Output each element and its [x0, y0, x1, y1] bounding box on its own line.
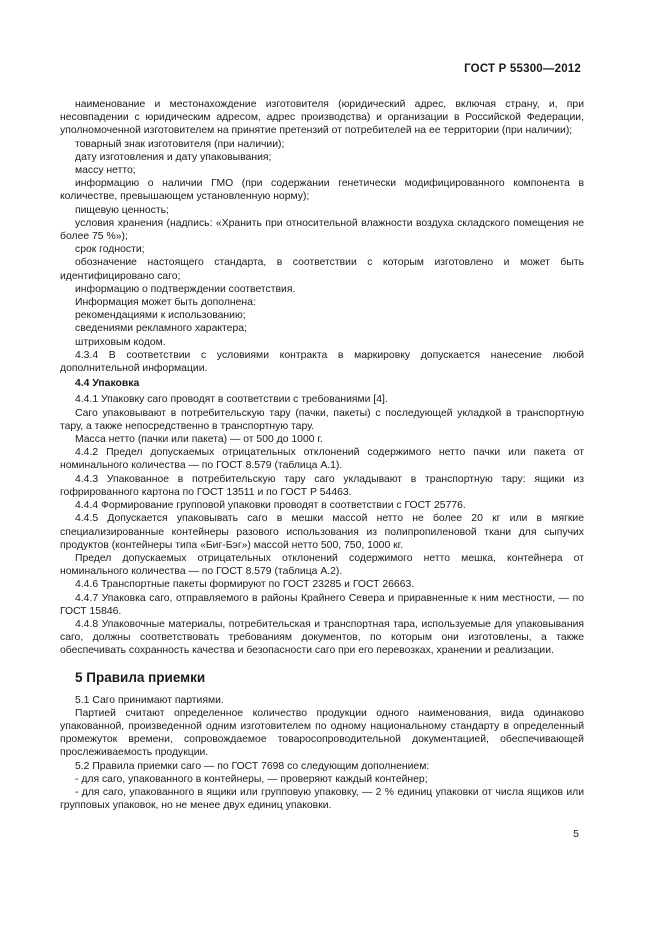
paragraph: Масса нетто (пачки или пакета) — от 500 до 1000 г.: [75, 434, 323, 446]
paragraph: 4.4.1 Упаковку саго проводят в соответствии с требованиями [4].: [75, 394, 388, 406]
paragraph: Информация может быть дополнена:: [75, 297, 256, 309]
subsection-heading: 4.4 Упаковка: [75, 378, 140, 390]
paragraph: обозначение настоящего стандарта, в соответствии с которым изготовлено и может быть идентифицировано саго;: [60, 257, 584, 282]
paragraph: массу нетто;: [75, 165, 136, 177]
paragraph: информацию о наличии ГМО (при содержании генетически модифицированного компонента в количестве, превышающем установленную норму);: [60, 178, 584, 203]
standard-designation: ГОСТ Р 55300—2012: [464, 63, 581, 75]
page-number: 5: [573, 828, 579, 840]
paragraph: - для саго, упакованного в контейнеры, — проверяют каждый контейнер;: [75, 773, 428, 785]
paragraph: 4.4.6 Транспортные пакеты формируют по ГОСТ 23285 и ГОСТ 26663.: [75, 579, 415, 591]
paragraph: Саго упаковывают в потребительскую тару (пачки, пакеты) с последующей укладкой в транспортную тару, а также непосредственно в транспортную тару.: [60, 407, 584, 432]
paragraph: 4.3.4 В соответствии с условиями контракта в маркировку допускается нанесение любой дополнительной информации.: [60, 349, 584, 375]
paragraph: рекомендациями к использованию;: [75, 310, 246, 322]
paragraph: наименование и местонахождение изготовителя (юридический адрес, включая страну, и, при несовпадении с юридическим адресом, адрес производства) и организации в Российской Федерации, уполномоченной изготовителем на принятие претензий от потребителей на ее территории (при наличии);: [60, 99, 584, 137]
paragraph: информацию о подтверждении соответствия.: [75, 283, 296, 295]
paragraph: сведениями рекламного характера;: [75, 323, 247, 335]
paragraph: срок годности;: [75, 244, 145, 256]
paragraph: 4.4.3 Упакованное в потребительскую тару саго укладывают в транспортную тару: ящики из гофрированного картона по ГОСТ 13511 и по ГОСТ Р 54463.: [60, 473, 584, 498]
paragraph: 5.2 Правила приемки саго — по ГОСТ 7698 со следующим дополнением:: [75, 760, 430, 772]
section-heading: 5 Правила приемки: [75, 669, 206, 685]
paragraph: - для саго, упакованного в ящики или групповую упаковку, — 2 % единиц упаковки от числа ящиков или групповых упаковок, но не менее двух единиц упаковки.: [60, 786, 584, 812]
document-body: [60, 98, 584, 812]
paragraph: Предел допускаемых отрицательных отклонений содержимого нетто мешка, контейнера от номинального количества — по ГОСТ 8.579 (таблица А.2).: [60, 552, 584, 578]
paragraph: пищевую ценность;: [75, 204, 169, 216]
paragraph: условия хранения (надпись: «Хранить при относительной влажности воздуха складского помещения не более 75 %»);: [60, 217, 584, 243]
paragraph: Партией считают определенное количество продукции одного наименования, вида одинаково упакованной, произведенной одним изготовителем по одному национальному стандарту в определенный промежуток времени, сопровождаемое товаросопроводительной документацией, обеспечивающей прослеживаемость продукции.: [60, 707, 584, 759]
paragraph: дату изготовления и дату упаковывания;: [75, 151, 272, 163]
paragraph: товарный знак изготовителя (при наличии);: [75, 138, 285, 150]
paragraph: 4.4.8 Упаковочные материалы, потребительская и транспортная тара, используемые для упаковывания саго, должны соответствовать требованиям документов, по которым они изготовлены, а также обеспечивать сохранность качества и безопасности саго при его перевозках, хранении и реализации.: [60, 618, 584, 657]
paragraph: штриховым кодом.: [75, 336, 166, 348]
paragraph: 4.4.4 Формирование групповой упаковки проводят в соответствии с ГОСТ 25776.: [75, 500, 466, 512]
paragraph: 4.4.2 Предел допускаемых отрицательных отклонений содержимого нетто пачки или пакета от номинального количества — по ГОСТ 8.579 (таблица А.1).: [60, 447, 584, 472]
paragraph: 5.1 Саго принимают партиями.: [75, 694, 224, 706]
paragraph: 4.4.7 Упаковка саго, отправляемого в районы Крайнего Севера и приравненные к ним местности, — по ГОСТ 15846.: [60, 592, 584, 617]
paragraph: 4.4.5 Допускается упаковывать саго в мешки массой нетто не более 20 кг или в мягкие специализированные контейнеры разового использования из полипропиленовой ткани для сыпучих продуктов (контейнеры типа «Биг-Бэг») массой нетто 500, 750, 1000 кг.: [60, 513, 584, 551]
